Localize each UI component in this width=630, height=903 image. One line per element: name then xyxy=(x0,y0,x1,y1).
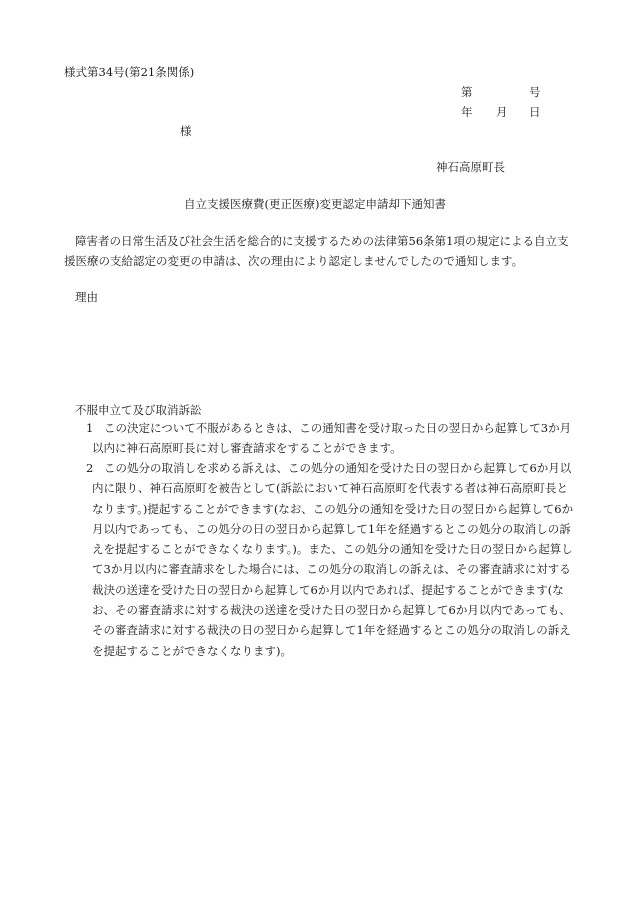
appeal-item-number: 1 xyxy=(86,421,94,435)
addressee-suffix: 様 xyxy=(180,124,192,138)
document-number-suffix: 号 xyxy=(529,85,541,99)
date-month-label: 月 xyxy=(496,105,508,119)
reason-label: 理由 xyxy=(75,290,98,304)
form-number: 様式第34号(第21条関係) xyxy=(64,65,195,79)
issuer-name: 神石高原町長 xyxy=(436,160,505,174)
appeal-item-text: この決定について不服があるときは、この通知書を受け取った日の翌日から起算して3か月以内に神石高原町長に対し審査請求をすることができます。 xyxy=(92,421,572,456)
date-year-label: 年 xyxy=(461,105,473,119)
appeal-item-text: この処分の取消しを求める訴えは、この処分の通知を受けた日の翌日から起算して6か月以内に限り、神石高原町を被告として(訴訟において神石高原町を代表する者は神石高原町長となります。)提起することができます(なお、この処分の通知を受けた日の翌日から起算して6か月以内であっても、この処分の日の翌日から起算して1年を経過するとこの処分の取消しの訴えを提起することができなくなります。)。また、この処分の通知を受けた日の翌日から起算して3か月以内に審査請求をした場合には、この処分の取消しの訴えは、その審査請求に対する裁決の送達を受けた日の翌日から起算して6か月以内であれば、提起することができます(なお、その審査請求に対する裁決の送達を受けた日の翌日から起算して6か月以内であっても、その審査請求に対する裁決の日の翌日から起算して1年を経過するとこの処分の取消しの訴えを提起することができなくなります)。 xyxy=(92,461,574,658)
appeal-item-number: 2 xyxy=(86,461,94,475)
date-day-label: 日 xyxy=(529,105,541,119)
appeal-item-1 xyxy=(64,418,574,459)
document-number-prefix: 第 xyxy=(461,85,473,99)
document-title: 自立支援医療費(更正医療)変更認定申請却下通知書 xyxy=(184,197,446,211)
notice-body: 障害者の日常生活及び社会生活を総合的に支援するための法律第56条第1項の規定による自立支援医療の支給認定の変更の申請は、次の理由により認定しませんでしたので通知します。 xyxy=(64,234,569,268)
appeal-item-2 xyxy=(64,458,574,661)
appeal-heading: 不服申立て及び取消訴訟 xyxy=(75,403,202,417)
